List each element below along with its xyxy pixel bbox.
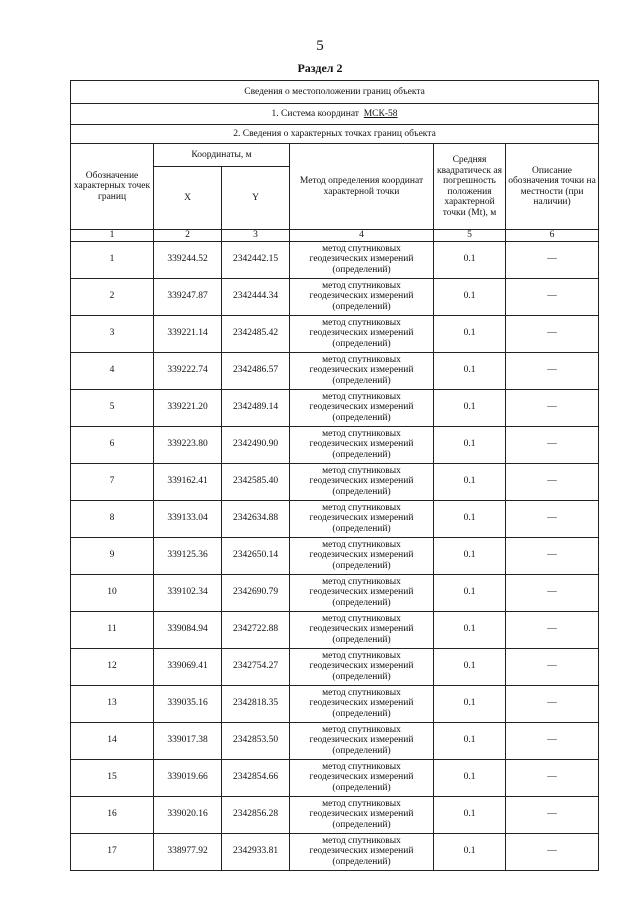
table-row: [71, 796, 599, 833]
y-coord-cell: 2342754.27: [222, 648, 290, 685]
x-coord-cell: 339221.14: [154, 315, 222, 352]
point-number-cell: 13: [71, 685, 154, 722]
method-cell: метод спутниковых геодезических измерений (определений): [290, 722, 434, 759]
point-number-cell: 16: [71, 796, 154, 833]
method-cell: метод спутниковых геодезических измерений (определений): [290, 315, 434, 352]
error-cell: 0.1: [434, 241, 506, 278]
error-cell: 0.1: [434, 500, 506, 537]
error-cell: 0.1: [434, 315, 506, 352]
table-row: [71, 685, 599, 722]
description-cell: —: [506, 315, 599, 352]
header-x: X: [154, 167, 222, 230]
point-number-cell: 1: [71, 241, 154, 278]
header-y: Y: [222, 167, 290, 230]
column-number: 1: [71, 230, 154, 242]
y-coord-cell: 2342853.50: [222, 722, 290, 759]
point-number-cell: 6: [71, 426, 154, 463]
y-coord-cell: 2342650.14: [222, 537, 290, 574]
description-cell: —: [506, 759, 599, 796]
error-cell: 0.1: [434, 833, 506, 870]
x-coord-cell: 339125.36: [154, 537, 222, 574]
y-coord-cell: 2342634.88: [222, 500, 290, 537]
table-row: [71, 463, 599, 500]
point-number-cell: 17: [71, 833, 154, 870]
x-coord-cell: 339084.94: [154, 611, 222, 648]
method-cell: метод спутниковых геодезических измерений (определений): [290, 685, 434, 722]
column-number: 3: [222, 230, 290, 242]
table-row: [71, 648, 599, 685]
x-coord-cell: 339247.87: [154, 278, 222, 315]
error-cell: 0.1: [434, 685, 506, 722]
y-coord-cell: 2342489.14: [222, 389, 290, 426]
error-cell: 0.1: [434, 722, 506, 759]
method-cell: метод спутниковых геодезических измерений (определений): [290, 426, 434, 463]
error-cell: 0.1: [434, 574, 506, 611]
description-cell: —: [506, 352, 599, 389]
boundary-points-table: [70, 80, 599, 871]
x-coord-cell: 339020.16: [154, 796, 222, 833]
x-coord-cell: 338977.92: [154, 833, 222, 870]
error-cell: 0.1: [434, 389, 506, 426]
description-cell: —: [506, 241, 599, 278]
header-description: Описание обозначения точки на местности (при наличии): [506, 144, 599, 230]
column-number: 6: [506, 230, 599, 242]
method-cell: метод спутниковых геодезических измерений (определений): [290, 278, 434, 315]
description-cell: —: [506, 537, 599, 574]
y-coord-cell: 2342690.79: [222, 574, 290, 611]
x-coord-cell: 339017.38: [154, 722, 222, 759]
coord-system-label: 1. Система координат: [271, 108, 359, 119]
table-title: Сведения о местоположении границ объекта: [71, 81, 599, 104]
description-cell: —: [506, 574, 599, 611]
header-method: Метод определения координат характерной точки: [290, 144, 434, 230]
point-number-cell: 7: [71, 463, 154, 500]
coord-system-cell: [71, 104, 599, 125]
x-coord-cell: 339244.52: [154, 241, 222, 278]
method-cell: метод спутниковых геодезических измерений (определений): [290, 463, 434, 500]
point-number-cell: 8: [71, 500, 154, 537]
method-cell: метод спутниковых геодезических измерений (определений): [290, 352, 434, 389]
error-cell: 0.1: [434, 426, 506, 463]
description-cell: —: [506, 389, 599, 426]
point-number-cell: 9: [71, 537, 154, 574]
method-cell: метод спутниковых геодезических измерений (определений): [290, 648, 434, 685]
table-row: [71, 722, 599, 759]
x-coord-cell: 339162.41: [154, 463, 222, 500]
description-cell: —: [506, 463, 599, 500]
error-cell: 0.1: [434, 463, 506, 500]
table-row: [71, 537, 599, 574]
point-number-cell: 14: [71, 722, 154, 759]
table-row: [71, 500, 599, 537]
description-cell: —: [506, 796, 599, 833]
error-cell: 0.1: [434, 796, 506, 833]
x-coord-cell: 339102.34: [154, 574, 222, 611]
method-cell: метод спутниковых геодезических измерений (определений): [290, 537, 434, 574]
error-cell: 0.1: [434, 352, 506, 389]
y-coord-cell: 2342486.57: [222, 352, 290, 389]
x-coord-cell: 339221.20: [154, 389, 222, 426]
column-number: 2: [154, 230, 222, 242]
page-number: 5: [316, 38, 324, 54]
y-coord-cell: 2342818.35: [222, 685, 290, 722]
table-row: [71, 389, 599, 426]
x-coord-cell: 339035.16: [154, 685, 222, 722]
header-error: Средняя квадратическ ая погрешность положения характерной точки (Mt), м: [434, 144, 506, 230]
description-cell: —: [506, 426, 599, 463]
table-row: [71, 315, 599, 352]
column-number: 5: [434, 230, 506, 242]
description-cell: —: [506, 611, 599, 648]
point-number-cell: 2: [71, 278, 154, 315]
y-coord-cell: 2342856.28: [222, 796, 290, 833]
y-coord-cell: 2342444.34: [222, 278, 290, 315]
table-row: [71, 241, 599, 278]
table-row: [71, 611, 599, 648]
point-number-cell: 5: [71, 389, 154, 426]
point-number-cell: 10: [71, 574, 154, 611]
description-cell: —: [506, 648, 599, 685]
method-cell: метод спутниковых геодезических измерений (определений): [290, 241, 434, 278]
method-cell: метод спутниковых геодезических измерений (определений): [290, 574, 434, 611]
method-cell: метод спутниковых геодезических измерений (определений): [290, 500, 434, 537]
point-number-cell: 3: [71, 315, 154, 352]
method-cell: метод спутниковых геодезических измерений (определений): [290, 611, 434, 648]
y-coord-cell: 2342722.88: [222, 611, 290, 648]
description-cell: —: [506, 722, 599, 759]
method-cell: метод спутниковых геодезических измерений (определений): [290, 759, 434, 796]
y-coord-cell: 2342854.66: [222, 759, 290, 796]
table-row: [71, 574, 599, 611]
point-number-cell: 12: [71, 648, 154, 685]
x-coord-cell: 339222.74: [154, 352, 222, 389]
point-number-cell: 15: [71, 759, 154, 796]
table-row: [71, 426, 599, 463]
x-coord-cell: 339019.66: [154, 759, 222, 796]
description-cell: —: [506, 500, 599, 537]
table-row: [71, 833, 599, 870]
y-coord-cell: 2342485.42: [222, 315, 290, 352]
error-cell: 0.1: [434, 611, 506, 648]
error-cell: 0.1: [434, 759, 506, 796]
description-cell: —: [506, 278, 599, 315]
point-number-cell: 4: [71, 352, 154, 389]
description-cell: —: [506, 685, 599, 722]
y-coord-cell: 2342585.40: [222, 463, 290, 500]
y-coord-cell: 2342490.90: [222, 426, 290, 463]
header-coords: Координаты, м: [154, 144, 290, 167]
error-cell: 0.1: [434, 278, 506, 315]
error-cell: 0.1: [434, 537, 506, 574]
method-cell: метод спутниковых геодезических измерений (определений): [290, 796, 434, 833]
point-number-cell: 11: [71, 611, 154, 648]
method-cell: метод спутниковых геодезических измерений (определений): [290, 833, 434, 870]
column-number: 4: [290, 230, 434, 242]
table-row: [71, 352, 599, 389]
header-designation: Обозначение характерных точек границ: [71, 144, 154, 230]
table-row: [71, 278, 599, 315]
points-caption: 2. Сведения о характерных точках границ объекта: [71, 125, 599, 144]
section-title: Раздел 2: [297, 61, 343, 75]
y-coord-cell: 2342442.15: [222, 241, 290, 278]
description-cell: —: [506, 833, 599, 870]
x-coord-cell: 339133.04: [154, 500, 222, 537]
y-coord-cell: 2342933.81: [222, 833, 290, 870]
method-cell: метод спутниковых геодезических измерений (определений): [290, 389, 434, 426]
coord-system-value: МСК-58: [363, 108, 398, 119]
x-coord-cell: 339223.80: [154, 426, 222, 463]
error-cell: 0.1: [434, 648, 506, 685]
table-row: [71, 759, 599, 796]
x-coord-cell: 339069.41: [154, 648, 222, 685]
